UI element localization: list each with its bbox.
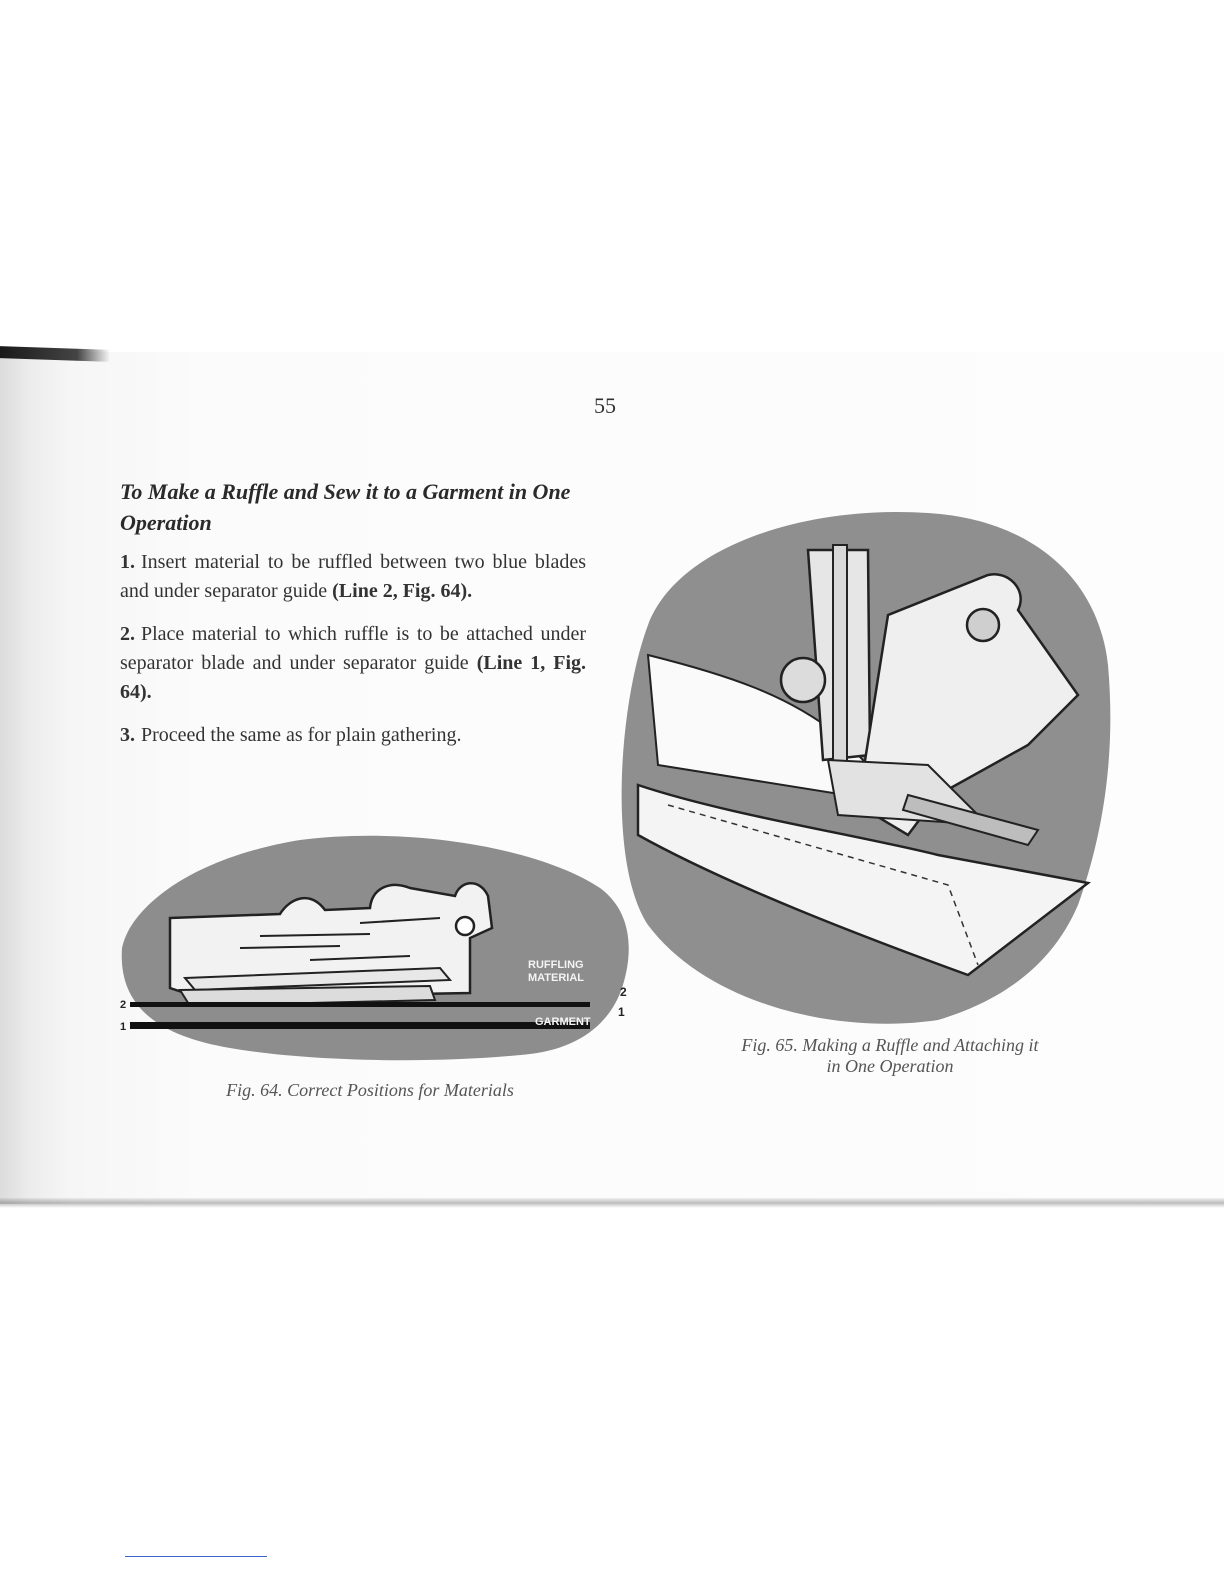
step-3 [120, 721, 586, 750]
step-1 [120, 548, 586, 606]
fig64-label-ruffling: RUFFLING [528, 959, 584, 971]
step-text: Proceed the same as for plain gathering. [141, 724, 462, 746]
fig64-material-line-1 [130, 1022, 590, 1029]
fig64-right-number-2: 2 [620, 985, 627, 999]
figure-65-caption-line1: Fig. 65. Making a Ruffle and Attaching it [741, 1035, 1039, 1055]
fig64-label-garment: GARMENT [535, 1016, 591, 1028]
step-number: 2. [120, 623, 135, 645]
figure-64-caption: Fig. 64. Correct Positions for Materials [226, 1080, 514, 1100]
page-number: 55 [594, 393, 616, 418]
step-number: 3. [120, 724, 135, 746]
fig64-material-line-2 [130, 1002, 590, 1007]
step-number: 1. [120, 551, 135, 573]
figure-65-caption [680, 1035, 1100, 1077]
fig65-adjust-knob [967, 609, 999, 641]
step-text: Insert material to be ruffled between two blue blades and under separator guide [120, 551, 586, 602]
fig65-thumb-screw [781, 658, 825, 702]
step-reference: (Line 2, Fig. 64). [332, 580, 473, 602]
fig64-left-number-1: 1 [120, 1021, 127, 1033]
step-2 [120, 620, 586, 707]
step-text: Place material to which ruffle is to be attached under separator blade and under separator guide [120, 623, 586, 674]
page-bottom-edge [0, 1198, 1224, 1208]
fig64-right-number-1: 1 [618, 1005, 625, 1019]
section-heading: To Make a Ruffle and Sew it to a Garment in One Operation [120, 479, 571, 535]
fig65-needle-bar [833, 545, 847, 775]
fig64-left-number-2: 2 [120, 999, 127, 1011]
footer-rule [125, 1556, 267, 1557]
step-reference: (Line 1, Fig. 64). [120, 652, 586, 703]
fig64-label-material: MATERIAL [528, 972, 585, 984]
figure-65-illustration [608, 505, 1113, 1030]
instruction-steps [120, 548, 586, 764]
figure-64-illustration [110, 818, 635, 1080]
fig64-screw-hole [456, 917, 474, 935]
figure-65-caption-line2: in One Operation [826, 1056, 954, 1076]
